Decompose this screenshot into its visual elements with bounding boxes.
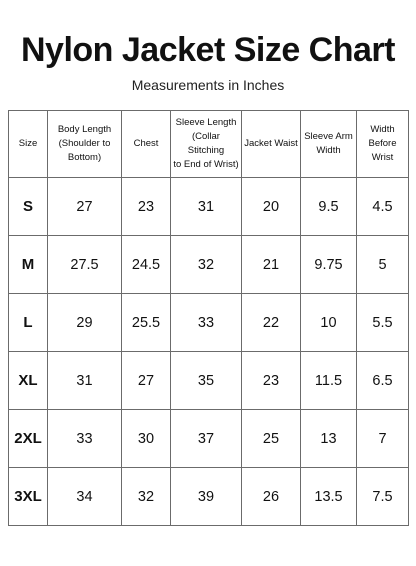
size-cell: 2XL (9, 410, 48, 468)
table-cell: 4.5 (357, 178, 409, 236)
header-sleeve-arm-width: Sleeve Arm Width (301, 111, 357, 178)
header-jacket-waist: Jacket Waist (242, 111, 301, 178)
table-cell: 25.5 (122, 294, 171, 352)
table-cell: 32 (171, 236, 242, 294)
table-cell: 10 (301, 294, 357, 352)
header-body-length: Body Length (Shoulder to Bottom) (48, 111, 122, 178)
size-cell: 3XL (9, 468, 48, 526)
table-cell: 37 (171, 410, 242, 468)
page-title: Nylon Jacket Size Chart (21, 31, 395, 69)
table-cell: 13.5 (301, 468, 357, 526)
table-cell: 23 (242, 352, 301, 410)
table-row (9, 178, 409, 236)
header-width-before-wrist: Width Before Wrist (357, 111, 409, 178)
table-cell: 34 (48, 468, 122, 526)
size-cell: S (9, 178, 48, 236)
table-cell: 5 (357, 236, 409, 294)
table-row (9, 468, 409, 526)
table-cell: 9.75 (301, 236, 357, 294)
table-row (9, 410, 409, 468)
table-cell: 24.5 (122, 236, 171, 294)
table-cell: 27 (122, 352, 171, 410)
page-subtitle: Measurements in Inches (131, 77, 285, 93)
header-sleeve-length: Sleeve Length (Collar Stitching to End of Wrist) (171, 111, 242, 178)
table-cell: 25 (242, 410, 301, 468)
table-cell: 31 (171, 178, 242, 236)
table-cell: 11.5 (301, 352, 357, 410)
header-row (9, 111, 409, 178)
table-cell: 5.5 (357, 294, 409, 352)
size-cell: L (9, 294, 48, 352)
table-row (9, 352, 409, 410)
header-size: Size (9, 111, 48, 178)
size-chart-table (8, 110, 409, 526)
size-cell: M (9, 236, 48, 294)
table-cell: 7 (357, 410, 409, 468)
table-cell: 22 (242, 294, 301, 352)
size-cell: XL (9, 352, 48, 410)
table-cell: 6.5 (357, 352, 409, 410)
table-cell: 35 (171, 352, 242, 410)
table-cell: 21 (242, 236, 301, 294)
table-cell: 7.5 (357, 468, 409, 526)
header-chest: Chest (122, 111, 171, 178)
table-cell: 20 (242, 178, 301, 236)
table-cell: 33 (48, 410, 122, 468)
table-cell: 27.5 (48, 236, 122, 294)
table-cell: 39 (171, 468, 242, 526)
table-cell: 26 (242, 468, 301, 526)
table-row (9, 294, 409, 352)
table-cell: 31 (48, 352, 122, 410)
table-cell: 9.5 (301, 178, 357, 236)
table-cell: 29 (48, 294, 122, 352)
table-cell: 33 (171, 294, 242, 352)
table-cell: 32 (122, 468, 171, 526)
table-cell: 27 (48, 178, 122, 236)
table-cell: 23 (122, 178, 171, 236)
table-cell: 13 (301, 410, 357, 468)
table-cell: 30 (122, 410, 171, 468)
table-row (9, 236, 409, 294)
